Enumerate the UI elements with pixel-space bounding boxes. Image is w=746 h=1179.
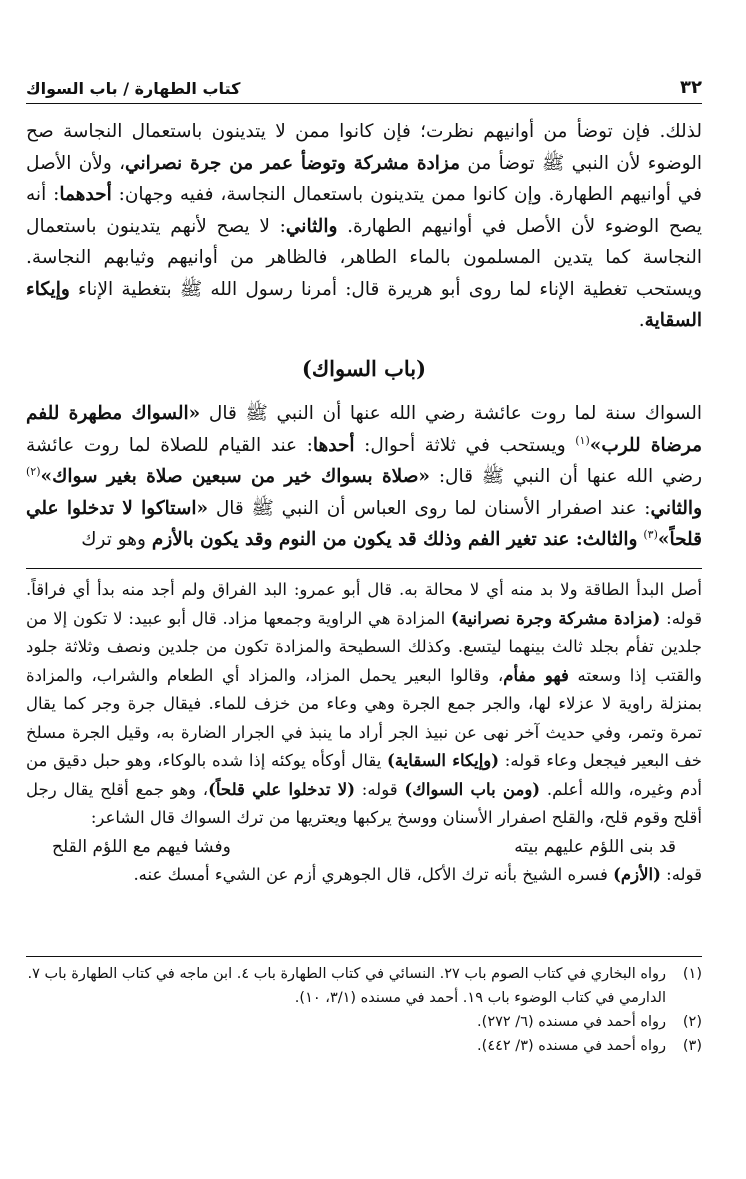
commentary-paragraph — [26, 861, 702, 890]
bold-term: (مزادة مشركة وجرة نصرانية) — [450, 608, 661, 628]
footnote-text: رواه البخاري في كتاب الصوم باب ٢٧. النسائي في كتاب الطهارة باب ٤. ابن ماجه في كتاب الطهارة باب ٧. الدارمي في كتاب الوضوء باب ١٩. أحمد في مسنده (٣/١، ١٠). — [27, 966, 666, 1006]
bold-term: مزادة مشركة وتوضأ عمر من جرة نصراني — [125, 152, 461, 174]
bold-term: وإيكاء السقاية — [26, 278, 702, 331]
footnote-ref[interactable]: (١) — [575, 433, 590, 447]
bold-term: والثاني — [285, 215, 338, 237]
text-run: فسره الشيخ بأنه ترك الأكل، قال الجوهري أزم عن الشيء أمسك عنه. — [133, 865, 614, 884]
text-run: : أنه يصح الوضوء لأن الأصل في أوانيهم الطهارة. — [26, 184, 702, 237]
hadith-quote: «استاكوا لا تدخلوا علي قلحاً» — [26, 497, 702, 550]
text-run: المزادة هي الراوية وجمعها مزاد. قال أبو عبيد: لا تكون إلا من جلدين تفأم بجلد ثالث بينهما ليتسع. وكذلك السطيحة والمزادة تكون من جلدين ونصف وثلاثة جلود والقتب إذا وسعته — [26, 608, 702, 685]
text-run: : عند اصفرار الأسنان لما روى العباس أن النبي ﷺ قال — [208, 497, 651, 519]
running-header — [26, 70, 702, 98]
text-run: أصل البدأ الطاقة ولا بد منه أي لا محالة به. قال أبو عمرو: البد الفراق ولم أجد منه بدأ أي فراقاً. قوله: — [26, 580, 702, 628]
hadith-quote: «السواك مطهرة للفم مرضاة للرب» — [26, 403, 702, 456]
footnote-text: رواه أحمد في مسنده (٣/ ٤٤٢). — [477, 1038, 666, 1054]
header-divider — [26, 103, 702, 104]
text-run: : لا يصح لأنهم يتدينون باستعمال النجاسة كما يتدين المسلمون بالماء الطاهر، فالظاهر من أوانيهم وثيابهم النجاسة. ويستحب تغطية الإناء لما روى أبو هريرة قال: أمرنا رسول الله ﷺ بتغطية الإناء — [26, 215, 702, 300]
footnote-2 — [26, 1010, 702, 1034]
poem-hemistich-first: قد بنى اللؤم عليهم بيته — [514, 836, 676, 857]
footnote-number: (١) — [682, 966, 702, 982]
text-run: وهو ترك — [81, 529, 152, 550]
footnote-ref[interactable]: (٢) — [26, 464, 41, 478]
bold-term: أحدهما — [59, 184, 112, 205]
footnotes — [26, 962, 702, 1058]
commentary-divider — [26, 568, 702, 569]
commentary-paragraph — [26, 576, 702, 833]
text-run: . — [638, 310, 645, 331]
bold-term: (لا تدخلوا علي قلحاً) — [208, 779, 356, 799]
footnote-text: رواه أحمد في مسنده (٦/ ٢٧٢). — [477, 1014, 666, 1030]
poem-verse — [26, 833, 702, 862]
running-title: كتاب الطهارة / باب السواك — [26, 79, 241, 98]
bold-term: (وإيكاء السقاية) — [387, 751, 500, 770]
footnote-3 — [26, 1034, 702, 1058]
paragraph-purity-vessels — [26, 116, 702, 337]
bold-term: (ومن باب السواك) — [404, 779, 541, 799]
text-run: قوله: — [660, 865, 702, 884]
text-run: : عند القيام للصلاة لما روت عائشة رضي الله عنها أن النبي ﷺ قال: — [26, 434, 702, 487]
footnote-ref[interactable]: (٣) — [643, 527, 658, 541]
bold-term: أحدها — [312, 434, 355, 456]
hadith-quote: «صلاة بسواك خير من سبعين صلاة بغير سواك» — [40, 466, 430, 487]
footnotes-divider — [26, 956, 702, 957]
text-run: ، وهو جمع أقلح يقال رجل أقلح وقوم قلح، والقلح اصفرار الأسنان ووسخ يركبها ويعتريها من ترك السواك قال الشاعر: — [26, 779, 702, 827]
text-run: ، ولأن الأصل في أوانيهم الطهارة. وإن كانوا ممن يتدينون باستعمال النجاسة، ففيه وجهان: — [26, 152, 702, 205]
bold-term: فهو مفأم — [503, 665, 569, 685]
commentary-text — [26, 576, 702, 902]
bold-term: والثاني — [650, 497, 702, 519]
text-run: قوله: — [355, 779, 405, 799]
text-run: ، وقالوا البعير يحمل المزاد، والمزاد أي الطعام والشراب، والمزادة بمنزلة راوية لا عزلاء لها، والجر جمع الجرة وهي وعاء من خزف للماء. فيقال جرة وجر كما يقال تمرة وتمر، وفي حديث آخر نهى عن نبيذ الجر أراد ما ينبذ في الجرار الضارة به، وقيل الجرة مسلخ خف البعير فيجعل وعاء قوله: — [26, 665, 702, 770]
poem-hemistich-second: وفشا فيهم مع اللؤم القلح — [52, 836, 231, 857]
main-text — [26, 116, 702, 556]
section-heading: (باب السواك) — [301, 355, 427, 381]
text-run: يقال أوكأه يوكئه إذا شده بالوكاء، وهو حبل دقيق من أدم وغيره، والله أعلم. — [26, 751, 702, 799]
text-run: السواك سنة لما روت عائشة رضي الله عنها أن النبي ﷺ قال — [200, 403, 702, 424]
footnote-number: (٢) — [682, 1014, 702, 1030]
page-number: ٣٢ — [680, 77, 702, 98]
bold-term: والثالث: عند تغير الفم وذلك قد يكون من النوم وقد يكون بالأزم — [151, 529, 638, 550]
footnote-number: (٣) — [682, 1038, 702, 1054]
paragraph-siwak — [26, 398, 702, 556]
text-run: ويستحب في ثلاثة أحوال: — [354, 434, 576, 456]
bold-term: (الأزم) — [613, 865, 661, 884]
footnote-1 — [26, 962, 702, 1010]
text-run: لذلك. فإن توضأ من أوانيهم نظرت؛ فإن كانوا ممن لا يتدينون باستعمال النجاسة صح الوضوء لأن النبي ﷺ توضأ من — [26, 121, 702, 174]
